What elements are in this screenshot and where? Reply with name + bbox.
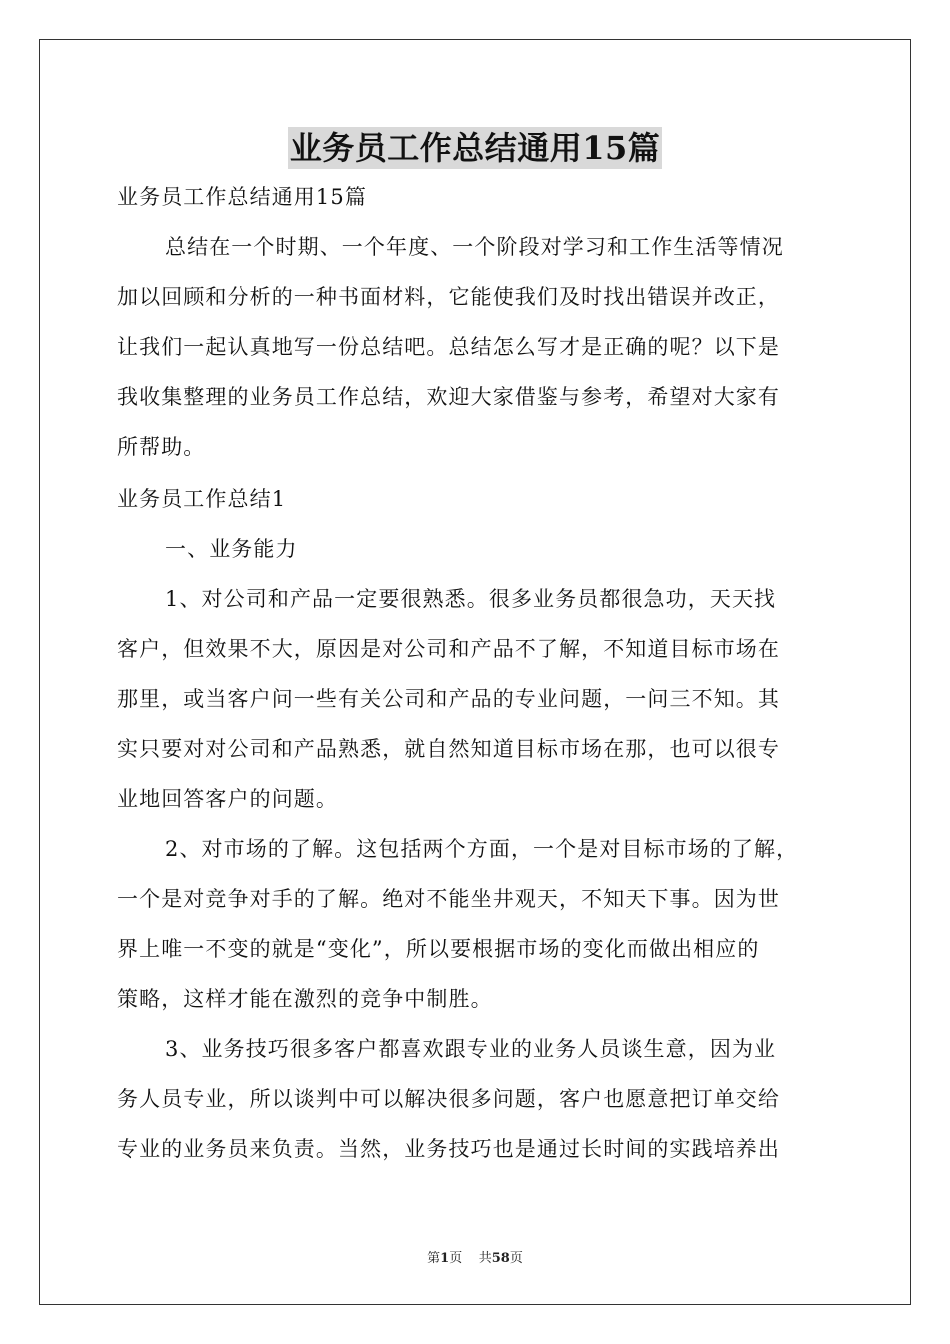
total-suffix: 页 — [509, 1251, 523, 1266]
body-line: 1、对公司和产品一定要很熟悉。很多业务员都很急功，天天找 — [165, 587, 777, 611]
page-footer — [0, 1247, 950, 1266]
body-line: 那里，或当客户问一些有关公司和产品的专业问题，一问三不知。其 — [117, 687, 780, 711]
total-pages: 58 — [491, 1251, 510, 1266]
body-line: 一个是对竞争对手的了解。绝对不能坐井观天，不知天下事。因为世 — [117, 887, 780, 911]
body-line: 3、业务技巧很多客户都喜欢跟专业的业务人员谈生意，因为业 — [165, 1037, 777, 1061]
page-number: 1 — [440, 1251, 450, 1266]
body-line: 实只要对对公司和产品熟悉，就自然知道目标市场在那，也可以很专 — [117, 737, 780, 761]
body-line: 总结在一个时期、一个年度、一个阶段对学习和工作生活等情况 — [165, 235, 784, 259]
body-line: 2、对市场的了解。这包括两个方面，一个是对目标市场的了解， — [165, 837, 799, 861]
body-line: 加以回顾和分析的一种书面材料，它能使我们及时找出错误并改正， — [117, 285, 780, 309]
body-line: 让我们一起认真地写一份总结吧。总结怎么写才是正确的呢？以下是 — [117, 335, 780, 359]
title-container — [0, 127, 950, 169]
body-line: 客户，但效果不大，原因是对公司和产品不了解，不知道目标市场在 — [117, 637, 780, 661]
body-line: 界上唯一不变的就是“变化”，所以要根据市场的变化而做出相应的 — [117, 937, 760, 961]
body-line: 专业的业务员来负责。当然，业务技巧也是通过长时间的实践培养出 — [117, 1137, 780, 1161]
section-heading: 业务员工作总结1 — [117, 487, 287, 511]
page-suffix: 页 — [449, 1251, 463, 1266]
page-border — [39, 39, 911, 1305]
body-line: 所帮助。 — [117, 435, 206, 459]
body-line: 务人员专业，所以谈判中可以解决很多问题，客户也愿意把订单交给 — [117, 1087, 780, 1111]
body-line: 业地回答客户的问题。 — [117, 787, 338, 811]
body-line: 业务员工作总结通用15篇 — [117, 185, 367, 209]
page-prefix: 第 — [427, 1251, 441, 1266]
document-title: 业务员工作总结通用15篇 — [289, 129, 661, 167]
body-line: 策略，这样才能在激烈的竞争中制胜。 — [117, 987, 493, 1011]
body-line: 我收集整理的业务员工作总结，欢迎大家借鉴与参考，希望对大家有 — [117, 385, 780, 409]
subsection-heading: 一、业务能力 — [165, 537, 298, 561]
total-prefix: 共 — [478, 1251, 492, 1266]
